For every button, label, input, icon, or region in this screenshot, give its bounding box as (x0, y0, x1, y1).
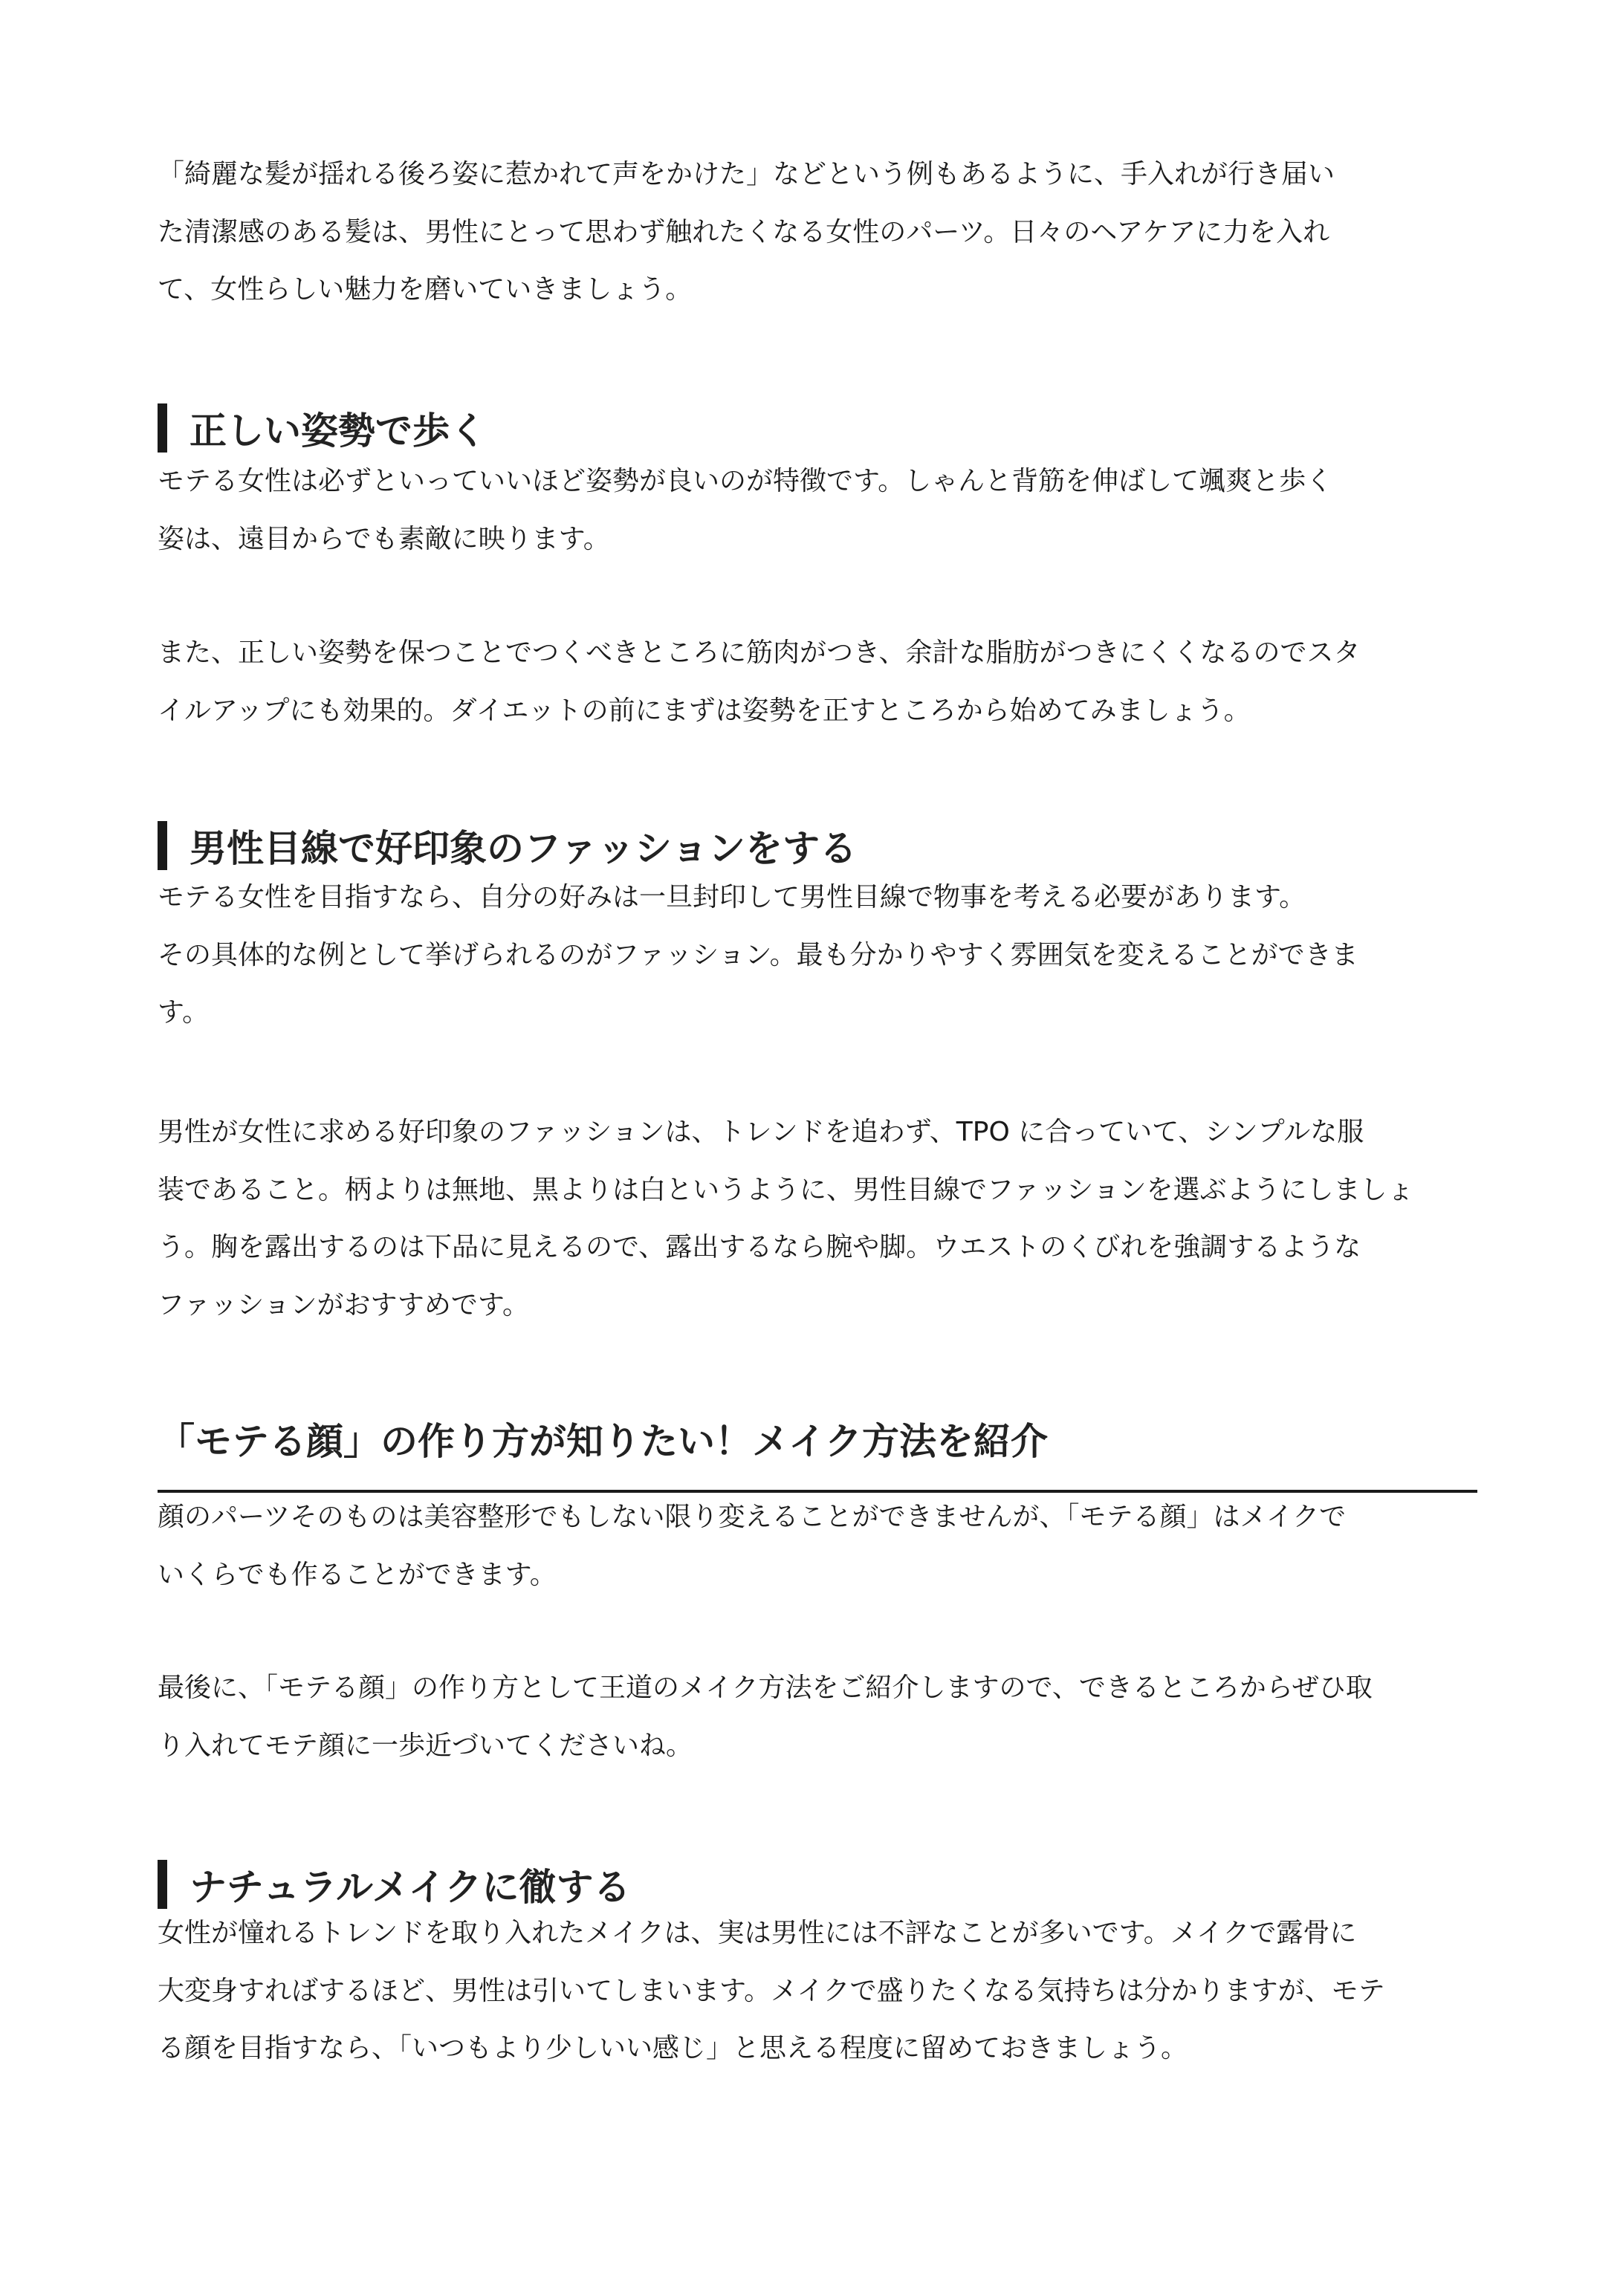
paragraph-line: 姿は、遠目からでも素敵に映ります。 (158, 523, 610, 554)
paragraph-line: いくらでも作ることができます。 (158, 1559, 557, 1590)
paragraph-line: また、正しい姿勢を保つことでつくべきところに筋肉がつき、余計な脂肪がつきにくくなるのでスタ (158, 638, 1361, 668)
paragraph-line: 「綺麗な髪が揺れる後ろ姿に惹かれて声をかけた」などという例もあるように、手入れが行き届い (158, 159, 1335, 189)
paragraph-line: て、女性らしい魅力を磨いていきましょう。 (158, 274, 693, 305)
paragraph (158, 1488, 1488, 1603)
paragraph-line: 女性が憧れるトレンドを取り入れたメイクは、実は男性には不評なことが多いです。メイクで露骨に (158, 1918, 1357, 1948)
paragraph (158, 453, 1488, 568)
subsection-heading (158, 400, 487, 456)
paragraph-line: イルアップにも効果的。ダイエットの前にまずは姿勢を正すところから始めてみましょう。 (158, 695, 1251, 726)
paragraph-line: 男性が女性に求める好印象のファッションは、トレンドを追わず、TPO に合っていて、シンプルな服 (158, 1117, 1364, 1147)
paragraph-line: ファッションがおすすめです。 (158, 1289, 530, 1320)
paragraph (158, 1103, 1488, 1334)
subsection-heading-text: 正しい姿勢で歩く (189, 409, 487, 453)
paragraph (158, 1904, 1488, 2078)
paragraph-line: 最後に、「モテる顔」の作り方として王道のメイク方法をご紹介しますので、できるところからぜひ取 (158, 1673, 1373, 1703)
paragraph-line: モテる女性を目指すなら、自分の好みは一旦封印して男性目線で物事を考える必要があります。 (158, 882, 1306, 912)
paragraph-line: す。 (158, 997, 210, 1028)
heading-bar-marker (158, 821, 167, 870)
paragraph (158, 1659, 1488, 1774)
paragraph (158, 146, 1488, 319)
paragraph-line: 大変身すればするほど、男性は引いてしまいます。メイクで盛りたくなる気持ちは分かりますが、モテ (158, 1975, 1385, 2006)
paragraph-line: る顔を目指すなら、「いつもより少しいい感じ」と思える程度に留めておきましょう。 (158, 2033, 1188, 2063)
paragraph-line: う。胸を露出するのは下品に見えるので、露出するなら腕や脚。ウエストのくびれを強調するような (158, 1232, 1361, 1262)
paragraph-line: 顔のパーツそのものは美容整形でもしない限り変えることができませんが、「モテる顔」はメイクで (158, 1502, 1347, 1532)
heading-bar-marker (158, 403, 167, 453)
subsection-heading-text: 男性目線で好印象のファッションをする (189, 827, 857, 870)
paragraph-line: 装であること。柄よりは無地、黒よりは白というように、男性目線でファッションを選ぶようにしましょ (158, 1174, 1414, 1205)
paragraph (158, 624, 1488, 739)
subsection-heading (158, 817, 857, 874)
section-heading: 「モテる顔」の作り方が知りたい！メイク方法を紹介 (158, 1420, 1048, 1463)
paragraph-line: た清潔感のある髪は、男性にとって思わず触れたくなる女性のパーツ。日々のヘアケアに力を入れ (158, 216, 1330, 247)
paragraph (158, 869, 1488, 1042)
heading-bar-marker (158, 1860, 167, 1909)
paragraph-line: モテる女性は必ずといっていいほど姿勢が良いのが特徴です。しゃんと背筋を伸ばして颯爽と歩く (158, 466, 1333, 496)
subsection-heading-text: ナチュラルメイクに徹する (189, 1866, 631, 1909)
paragraph-line: り入れてモテ顔に一歩近づいてくださいね。 (158, 1730, 693, 1761)
paragraph-line: その具体的な例として挙げられるのがファッション。最も分かりやすく雰囲気を変えることができま (158, 939, 1358, 970)
